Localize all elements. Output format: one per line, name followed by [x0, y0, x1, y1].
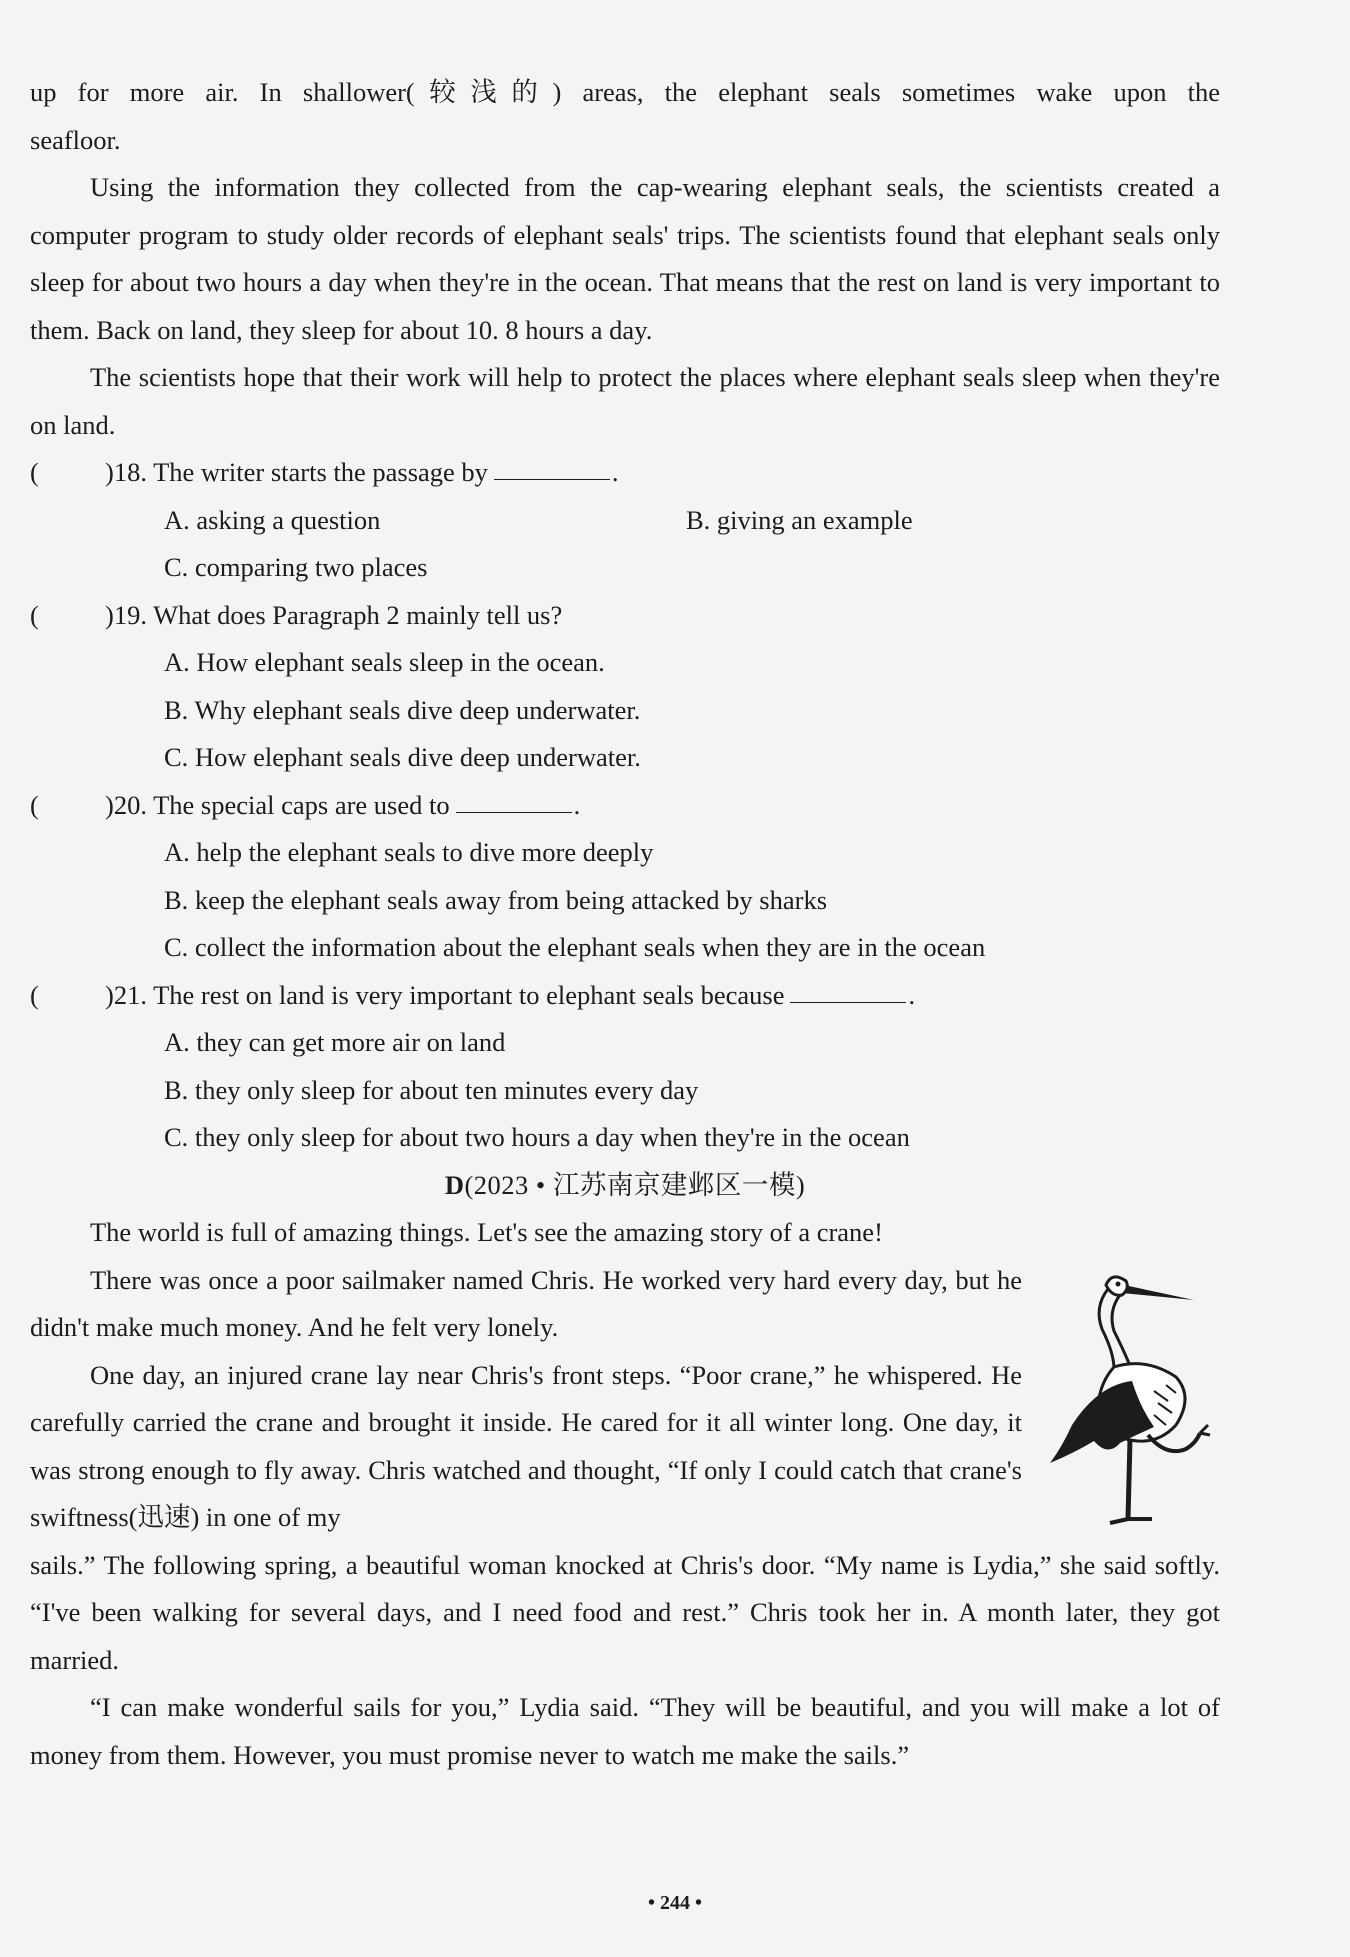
paragraph: The world is full of amazing things. Let's see the amazing story of a crane! — [90, 1217, 883, 1247]
option-c[interactable]: C. they only sleep for about two hours a day when they're in the ocean — [164, 1122, 910, 1152]
option-a[interactable]: A. help the elephant seals to dive more deeply — [164, 837, 654, 867]
question-stem: )20. The special caps are used to — [105, 789, 450, 820]
answer-blank[interactable] — [790, 972, 906, 1003]
option-c[interactable]: C. collect the information about the elephant seals when they are in the ocean — [164, 932, 986, 962]
paragraph: sails.” The following spring, a beautiful woman knocked at Chris's door. “My name is Lydia,” she said softly. “I've been walking for several days, and I need food and rest.” Chris took her in. A month later, they got married. — [30, 1549, 1220, 1675]
paragraph-line: seafloor. — [30, 124, 121, 155]
answer-bracket[interactable]: ( — [30, 457, 39, 487]
option-a[interactable]: A. How elephant seals sleep in the ocean. — [164, 647, 605, 677]
paragraph: The scientists hope that their work will help to protect the places where elephant seals sleep when they're on land. — [30, 362, 1220, 440]
paragraph-line: up for more air. In shallower(较浅的) areas, the elephant seals sometimes wake upon the — [30, 77, 1220, 107]
section-source: (2023 • 江苏南京建邺区一模) — [464, 1169, 806, 1200]
stem-suffix: . — [908, 979, 916, 1010]
option-b[interactable]: B. they only sleep for about ten minutes every day — [164, 1074, 699, 1105]
crane-text-wrap — [30, 1257, 1220, 1542]
question-stem: )18. The writer starts the passage by — [105, 457, 488, 487]
passage-c-continued — [30, 69, 1220, 1779]
paragraph: Using the information they collected from the cap-wearing elephant seals, the scientists created a computer program to study older records of elephant seals' trips. The scientists found that elephant seals only sleep for about two hours a day when they're in the ocean. That means that the rest on land is very important to them. Back on land, they sleep for about 10. 8 hours a day. — [30, 172, 1220, 345]
question-21 — [30, 972, 1220, 1162]
answer-bracket[interactable]: ( — [30, 789, 39, 820]
stem-suffix: . — [573, 789, 581, 820]
question-18 — [30, 449, 1220, 592]
option-b[interactable]: B. Why elephant seals dive deep underwater. — [164, 694, 641, 725]
answer-bracket[interactable]: ( — [30, 979, 39, 1010]
question-19 — [30, 592, 1220, 782]
option-b[interactable]: B. keep the elephant seals away from being attacked by sharks — [164, 884, 828, 915]
page-number: • 244 • — [647, 1892, 702, 1914]
option-b[interactable]: B. giving an example — [686, 504, 913, 535]
crane-illustration — [1022, 1257, 1220, 1542]
paragraph: There was once a poor sailmaker named Chris. He worked very hard every day, but he didn't make much money. And he felt very lonely. — [30, 1264, 1022, 1342]
question-stem: )21. The rest on land is very important to elephant seals because — [105, 979, 785, 1010]
stem-suffix: . — [611, 457, 619, 487]
answer-bracket[interactable]: ( — [30, 599, 39, 630]
paragraph: One day, an injured crane lay near Chris's front steps. “Poor crane,” he whispered. He carefully carried the crane and brought it inside. He cared for it all winter long. One day, it was strong enough to fly away. Chris watched and thought, “If only I could catch that crane's swiftness(迅速) in one of my — [30, 1359, 1022, 1532]
crane-icon — [1036, 1257, 1226, 1532]
option-a[interactable]: A. they can get more air on land — [164, 1027, 506, 1057]
question-stem: )19. What does Paragraph 2 mainly tell us? — [105, 599, 563, 630]
paragraph: “I can make wonderful sails for you,” Lydia said. “They will be beautiful, and you will make a lot of money from them. However, you must promise never to watch me make the sails.” — [30, 1692, 1220, 1770]
section-letter: D — [444, 1169, 465, 1200]
option-c[interactable]: C. How elephant seals dive deep underwater. — [164, 742, 641, 772]
option-c[interactable]: C. comparing two places — [164, 552, 428, 582]
option-a[interactable]: A. asking a question — [164, 504, 381, 535]
question-20 — [30, 782, 1220, 972]
answer-blank[interactable] — [494, 449, 610, 480]
section-d-heading — [30, 1162, 1220, 1210]
answer-blank[interactable] — [456, 782, 572, 813]
